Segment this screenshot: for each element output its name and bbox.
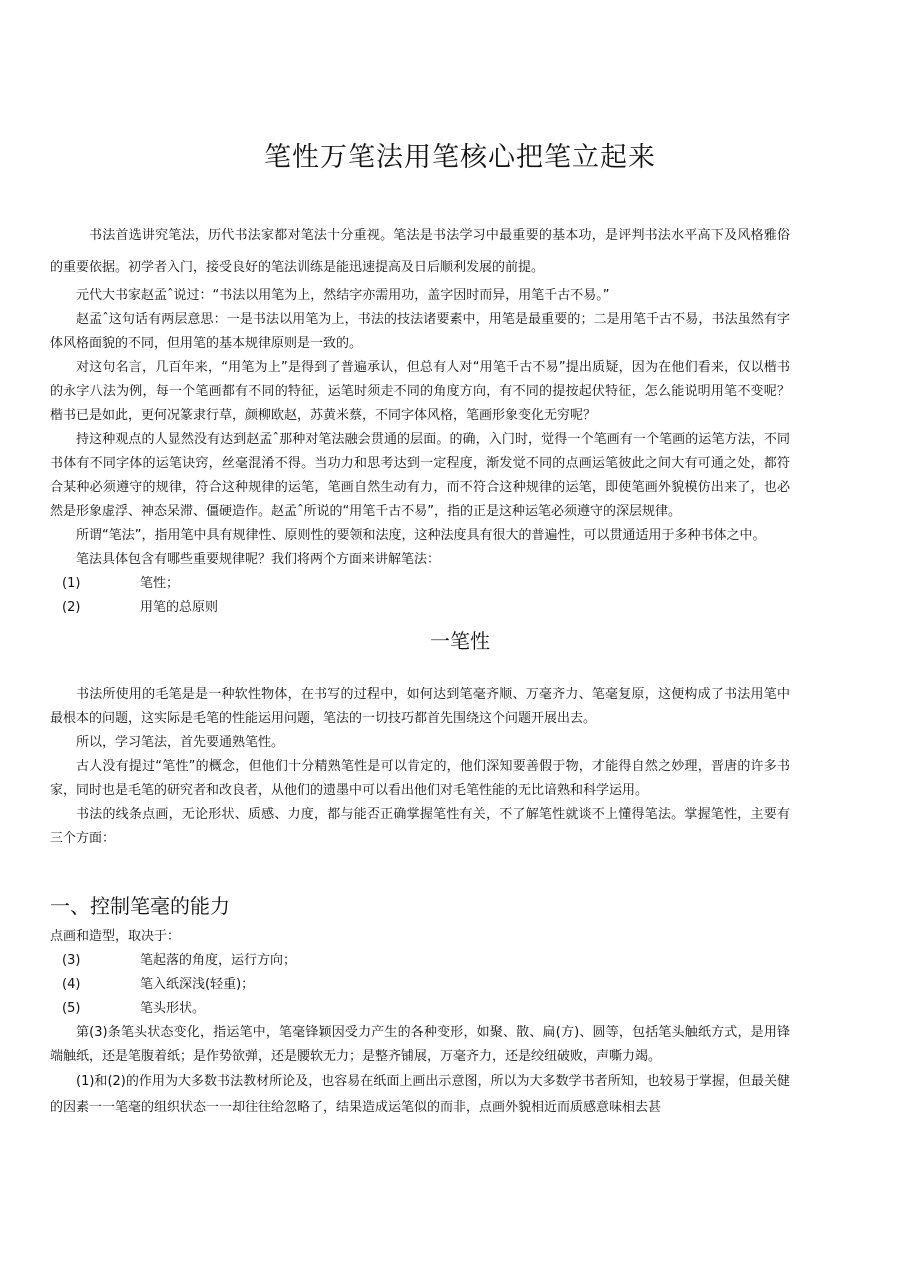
paragraph: 持这种观点的人显然没有达到赵孟ˆ那种对笔法融会贯通的层面。的确，入门时，觉得一个笔画有一个笔画的运笔方法，不同书体有不同字体的运笔诀窍，丝毫混淆不得。当功力和思考达到一定程度，渐发觉不同的点画运笔彼此之间大有可通之处，都符合某种必须遵守的规律，符合这种规律的运笔，笔画自然生动有力，而不符合这种规律的运笔，即使笔画外貌模仿出来了，也必然是形象虚浮、神态呆滞、僵硬造作。赵孟ˆ所说的“用笔千古不易”，指的正是这种运笔必须遵守的深层规律。 (50, 432, 790, 519)
paragraph: 笔法具体包含有哪些重要规律呢？我们将两个方面来讲解笔法： (76, 552, 441, 567)
list-item (50, 949, 790, 973)
paragraph: 赵孟ˆ这句话有两层意思：一是书法以用笔为上，书法的技法诸要素中，用笔是最重要的；二是用笔千古不易，书法虽然有字体风格面貌的不同，但用笔的基本规律原则是一致的。 (50, 312, 790, 351)
list-number: (4) (62, 977, 81, 992)
list-item (50, 973, 790, 997)
section-heading: 一、控制笔毫的能力 (50, 894, 230, 918)
list-number: (5) (62, 1001, 81, 1016)
paragraph: 书法首选讲究笔法，历代书法家都对笔法十分重视。笔法是书法学习中最重要的基本功，是评判书法水平高下及风格雅俗的重要依据。初学者入门，接受良好的笔法训练是能迅速提高及日后顺利发展的前提。 (50, 228, 790, 275)
list-text: 笔入纸深浅(轻重)； (140, 977, 255, 992)
paragraph: 元代大书家赵孟ˆ说过：“书法以用笔为上，然结字亦需用功，盖字因时而异，用笔千古不易。” (76, 288, 610, 303)
paragraph: 所谓“笔法”，指用笔中具有规律性、原则性的要领和法度，这种法度具有很大的普遍性，可以贯通适用于多种书体之中。 (76, 528, 766, 543)
page-title: 笔性万笔法用笔核心把笔立起来 (264, 142, 656, 173)
paragraph: 所以，学习笔法，首先要通熟笔性。 (76, 735, 285, 750)
list-text: 笔起落的角度，运行方向； (140, 953, 297, 968)
list-text: 笔头形状。 (140, 1001, 206, 1016)
list-number: (3) (62, 953, 81, 968)
section-heading: 一笔性 (430, 629, 490, 653)
intro-section (50, 220, 790, 620)
list-item (50, 596, 790, 620)
paragraph: 书法的线条点画，无论形状、质感、力度，都与能否正确掌握笔性有关，不了解笔性就谈不上懂得笔法。掌握笔性，主要有三个方面： (50, 807, 790, 846)
paragraph: 对这句名言，几百年来，“用笔为上”是得到了普遍承认，但总有人对“用笔千古不易”提出质疑，因为在他们看来，仅以楷书的永字八法为例，每一个笔画都有不同的特征，运笔时须走不同的角度方向，有不同的提按起伏特征，怎么能说明用笔不变呢？楷书已是如此，更何况篆隶行草，颜柳欧赵，苏黄米蔡，不同字体风格，笔画形象变化无穷呢？ (50, 360, 790, 423)
list-number: (2) (62, 600, 81, 615)
paragraph: 古人没有提过“笔性”的概念，但他们十分精熟笔性是可以肯定的，他们深知要善假于物，才能得自然之妙理，晋唐的许多书家，同时也是毛笔的研究者和改良者，从他们的遗墨中可以看出他们对毛笔性能的无比谙熟和科学运用。 (50, 759, 790, 798)
list-text: 用笔的总原则 (140, 600, 219, 615)
paragraph: (1)和(2)的作用为大多数书法教材所论及，也容易在纸面上画出示意图，所以为大多数学书者所知，也较易于掌握，但最关健的因素一一笔毫的组织状态一一却往往给忽略了，结果造成运笔似的而非，点画外貌相近而质感意味相去甚 (50, 1074, 790, 1115)
list-text: 笔性； (140, 576, 180, 591)
list-number: (1) (62, 576, 81, 591)
paragraph: 书法所使用的毛笔是是一种软性物体，在书写的过程中，如何达到笔毫齐顺、万毫齐力、笔毫复原，这便构成了书法用笔中最根本的问题，这实际是毛笔的性能运用问题，笔法的一切技巧都首先围绕这个问题开展出去。 (50, 687, 790, 726)
paragraph: 第(3)条笔头状态变化，指运笔中，笔毫锋颖因受力产生的各种变形，如聚、散、扁(方)、圆等，包括笔头触纸方式，是用锋端触纸，还是笔腹着纸；是作势欲弹，还是腰软无力；是整齐铺展，万毫齐力，还是绞纽破败，声嘶力竭。 (50, 1025, 790, 1064)
paragraph: 点画和造型，取决于： (50, 929, 181, 944)
list-item (50, 997, 790, 1021)
section-1-body (50, 683, 790, 851)
list-item (50, 572, 790, 596)
section-2-body (50, 925, 790, 1121)
